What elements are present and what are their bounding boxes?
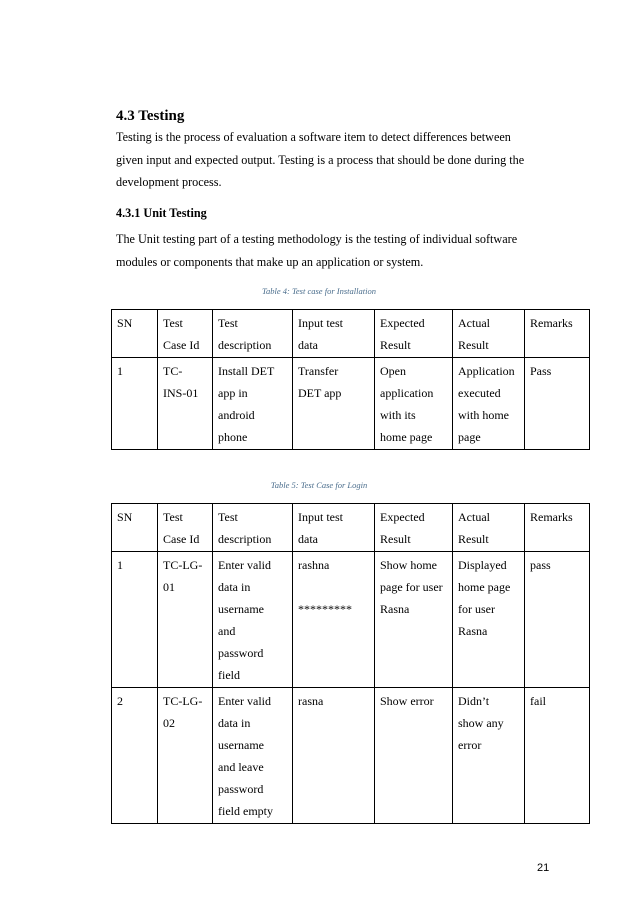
table-cell xyxy=(213,688,293,824)
table-header-cell xyxy=(525,310,590,358)
cell-line: TC- xyxy=(163,364,183,378)
installation-test-table xyxy=(111,309,590,450)
cell-line: Expected xyxy=(380,510,425,524)
cell-line: Result xyxy=(458,532,489,546)
table-row xyxy=(112,358,590,450)
table-cell xyxy=(293,552,375,688)
cell-line: Result xyxy=(380,532,411,546)
cell-line: rashna xyxy=(298,558,330,572)
table-cell xyxy=(158,358,213,450)
cell-line: Displayed xyxy=(458,558,507,572)
cell-line: and leave xyxy=(218,760,264,774)
cell-line: Result xyxy=(380,338,411,352)
unit-line: modules or components that make up an application or system. xyxy=(116,254,424,269)
intro-line: given input and expected output. Testing is a process that should be done during the xyxy=(116,152,525,167)
login-test-table xyxy=(111,503,590,824)
cell-line: and xyxy=(218,624,236,638)
cell-line: Didn’t xyxy=(458,694,490,708)
cell-line: 2 xyxy=(117,694,123,708)
cell-line: TC-LG- xyxy=(163,694,203,708)
table-header-row xyxy=(112,504,590,552)
cell-line: password xyxy=(218,782,264,796)
table5-caption: Table 5: Test Case for Login xyxy=(270,480,368,490)
table-header-cell xyxy=(375,504,453,552)
cell-line: field xyxy=(218,668,240,682)
cell-line: field empty xyxy=(218,804,273,818)
table-cell xyxy=(112,358,158,450)
table-cell xyxy=(375,688,453,824)
table-cell xyxy=(375,358,453,450)
table-header-cell xyxy=(525,504,590,552)
table-cell xyxy=(525,358,590,450)
intro-line: development process. xyxy=(116,175,222,189)
cell-line: Test xyxy=(163,316,183,330)
table-cell xyxy=(453,688,525,824)
cell-line: Test xyxy=(218,316,238,330)
table-header-cell xyxy=(453,504,525,552)
table-header-cell xyxy=(112,504,158,552)
cell-line: fail xyxy=(530,694,546,708)
cell-line: data xyxy=(298,532,318,546)
cell-line: application xyxy=(380,386,434,400)
cell-line: page xyxy=(458,430,481,444)
cell-line: data in xyxy=(218,716,251,730)
cell-line: Test xyxy=(163,510,183,524)
cell-line: description xyxy=(218,532,272,546)
table-header-cell xyxy=(293,504,375,552)
table-cell xyxy=(453,552,525,688)
table-row xyxy=(112,552,590,688)
table-cell xyxy=(112,552,158,688)
cell-line: ********* xyxy=(298,602,352,616)
cell-line: Case Id xyxy=(163,532,200,546)
cell-line: pass xyxy=(530,558,551,572)
cell-line: INS-01 xyxy=(163,386,199,400)
table5-body xyxy=(112,504,590,824)
cell-line: Rasna xyxy=(458,624,488,638)
cell-line: Install DET xyxy=(218,364,275,378)
cell-line: data xyxy=(298,338,318,352)
cell-line: Expected xyxy=(380,316,425,330)
cell-line: Case Id xyxy=(163,338,200,352)
table-cell xyxy=(293,358,375,450)
cell-line: Test xyxy=(218,510,238,524)
table-cell xyxy=(525,552,590,688)
cell-line: DET app xyxy=(298,386,342,400)
table-header-cell xyxy=(453,310,525,358)
table-header-cell xyxy=(112,310,158,358)
cell-line: Actual xyxy=(458,510,490,524)
intro-paragraph xyxy=(116,126,556,194)
cell-line: Show home xyxy=(380,558,437,572)
page-number: 21 xyxy=(537,862,550,874)
cell-line: executed xyxy=(458,386,501,400)
cell-line: Result xyxy=(458,338,489,352)
cell-line: 01 xyxy=(163,580,175,594)
table-header-cell xyxy=(293,310,375,358)
cell-line: Actual xyxy=(458,316,490,330)
cell-line: error xyxy=(458,738,482,752)
table-cell xyxy=(213,358,293,450)
cell-line: home page xyxy=(380,430,433,444)
cell-line: Application xyxy=(458,364,515,378)
cell-line: Open xyxy=(380,364,406,378)
cell-line: Pass xyxy=(530,364,552,378)
cell-line: Show error xyxy=(380,694,434,708)
table-header-cell xyxy=(375,310,453,358)
cell-line: 1 xyxy=(117,558,123,572)
cell-line: Input test xyxy=(298,510,343,524)
cell-line: Remarks xyxy=(530,510,573,524)
cell-line: home page xyxy=(458,580,511,594)
cell-line: Transfer xyxy=(298,364,339,378)
cell-line: password xyxy=(218,646,264,660)
table-cell xyxy=(158,552,213,688)
cell-line: SN xyxy=(117,316,133,330)
cell-line: 1 xyxy=(117,364,123,378)
table4-body xyxy=(112,310,590,450)
table-row xyxy=(112,688,590,824)
cell-line xyxy=(298,576,370,598)
table-cell xyxy=(453,358,525,450)
table-cell xyxy=(375,552,453,688)
cell-line: app in xyxy=(218,386,248,400)
table-cell xyxy=(293,688,375,824)
table4-caption: Table 4: Test case for Installation xyxy=(262,286,376,296)
unit-line: The Unit testing part of a testing methodology is the testing of individual software xyxy=(116,232,518,246)
table-header-row xyxy=(112,310,590,358)
cell-line: page for user xyxy=(380,580,443,594)
cell-line: Rasna xyxy=(380,602,410,616)
cell-line: android xyxy=(218,408,255,422)
cell-line: Enter valid xyxy=(218,694,271,708)
table-header-cell xyxy=(213,310,293,358)
cell-line: Input test xyxy=(298,316,343,330)
cell-line: with home xyxy=(458,408,509,422)
table-header-cell xyxy=(158,504,213,552)
cell-line: for user xyxy=(458,602,495,616)
cell-line: show any xyxy=(458,716,504,730)
unit-testing-paragraph xyxy=(116,228,556,273)
table-header-cell xyxy=(158,310,213,358)
cell-line: description xyxy=(218,338,272,352)
subsection-heading: 4.3.1 Unit Testing xyxy=(116,206,207,220)
cell-line: Remarks xyxy=(530,316,573,330)
cell-line: SN xyxy=(117,510,133,524)
table-cell xyxy=(158,688,213,824)
cell-line: data in xyxy=(218,580,251,594)
intro-line: Testing is the process of evaluation a software item to detect differences between xyxy=(116,130,511,144)
table-cell xyxy=(112,688,158,824)
cell-line: rasna xyxy=(298,694,324,708)
cell-line: username xyxy=(218,738,264,752)
cell-line: 02 xyxy=(163,716,175,730)
cell-line: Enter valid xyxy=(218,558,271,572)
table-header-cell xyxy=(213,504,293,552)
cell-line: with its xyxy=(380,408,416,422)
table-cell xyxy=(525,688,590,824)
cell-line: username xyxy=(218,602,264,616)
cell-line: TC-LG- xyxy=(163,558,203,572)
table-cell xyxy=(213,552,293,688)
cell-line: phone xyxy=(218,430,248,444)
section-heading: 4.3 Testing xyxy=(116,108,185,124)
